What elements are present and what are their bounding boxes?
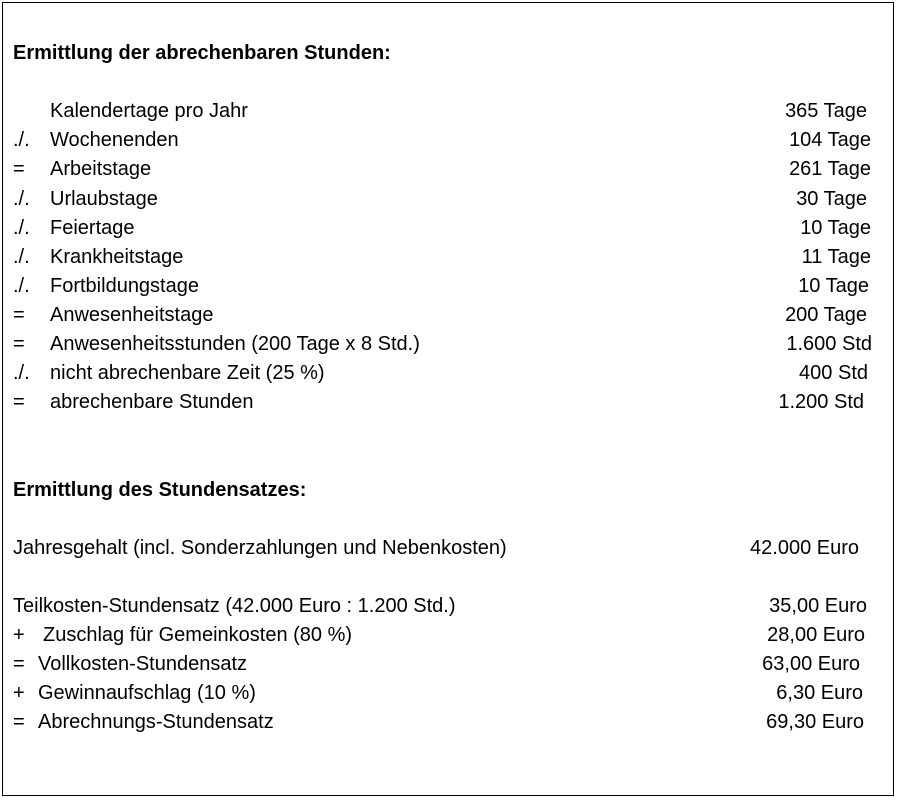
- row-value-workdays: 261 Tage: [789, 158, 871, 180]
- row-label-holidays: Feiertage: [50, 217, 135, 239]
- overhead-value: 28,00 Euro: [767, 624, 865, 646]
- row-op-weekends: ./.: [13, 129, 30, 151]
- full-cost-value: 63,00 Euro: [762, 653, 860, 675]
- row-label-calendar-days: Kalendertage pro Jahr: [50, 100, 248, 122]
- partial-rate-label: Teilkosten-Stundensatz (42.000 Euro : 1.200 Std.): [13, 595, 456, 617]
- salary-value: 42.000 Euro: [750, 537, 859, 559]
- row-label-billable-hours: abrechenbare Stunden: [50, 391, 254, 413]
- row-value-training-days: 10 Tage: [798, 275, 869, 297]
- row-label-vacation: Urlaubstage: [50, 188, 158, 210]
- row-value-sick-days: 11 Tage: [801, 246, 871, 268]
- row-label-presence-hours: Anwesenheitsstunden (200 Tage x 8 Std.): [50, 333, 420, 355]
- section-heading-hours: Ermittlung der abrechenbaren Stunden:: [13, 42, 391, 64]
- profit-markup-op: +: [13, 682, 25, 704]
- row-value-non-billable: 400 Std: [799, 362, 868, 384]
- row-label-training-days: Fortbildungstage: [50, 275, 199, 297]
- row-op-sick-days: ./.: [13, 246, 30, 268]
- row-op-workdays: =: [13, 158, 25, 180]
- row-op-presence-hours: =: [13, 333, 25, 355]
- full-cost-label: Vollkosten-Stundensatz: [38, 653, 248, 675]
- row-value-calendar-days: 365 Tage: [785, 100, 867, 122]
- row-value-billable-hours: 1.200 Std: [778, 391, 864, 413]
- row-value-holidays: 10 Tage: [800, 217, 871, 239]
- billing-rate-label: Abrechnungs-Stundensatz: [38, 711, 274, 733]
- row-value-weekends: 104 Tage: [789, 129, 871, 151]
- row-label-sick-days: Krankheitstage: [50, 246, 184, 268]
- row-value-vacation: 30 Tage: [796, 188, 867, 210]
- row-value-presence-days: 200 Tage: [785, 304, 867, 326]
- row-op-billable-hours: =: [13, 391, 25, 413]
- billing-rate-op: =: [13, 711, 25, 733]
- overhead-label: Zuschlag für Gemeinkosten (80 %): [43, 624, 353, 646]
- row-value-presence-hours: 1.600 Std: [786, 333, 872, 355]
- billing-rate-value: 69,30 Euro: [766, 711, 864, 733]
- profit-markup-label: Gewinnaufschlag (10 %): [38, 682, 256, 704]
- row-op-non-billable: ./.: [13, 362, 30, 384]
- row-op-vacation: ./.: [13, 188, 30, 210]
- profit-markup-value: 6,30 Euro: [776, 682, 863, 704]
- partial-rate-value: 35,00 Euro: [769, 595, 867, 617]
- overhead-op: +: [13, 624, 25, 646]
- full-cost-op: =: [13, 653, 25, 675]
- row-op-presence-days: =: [13, 304, 25, 326]
- row-label-presence-days: Anwesenheitstage: [50, 304, 214, 326]
- row-label-workdays: Arbeitstage: [50, 158, 152, 180]
- salary-label: Jahresgehalt (incl. Sonderzahlungen und Nebenkosten): [13, 537, 507, 559]
- row-op-holidays: ./.: [13, 217, 30, 239]
- section-heading-rate: Ermittlung des Stundensatzes:: [13, 479, 307, 501]
- row-label-weekends: Wochenenden: [50, 129, 179, 151]
- row-label-non-billable: nicht abrechenbare Zeit (25 %): [50, 362, 325, 384]
- row-op-training-days: ./.: [13, 275, 30, 297]
